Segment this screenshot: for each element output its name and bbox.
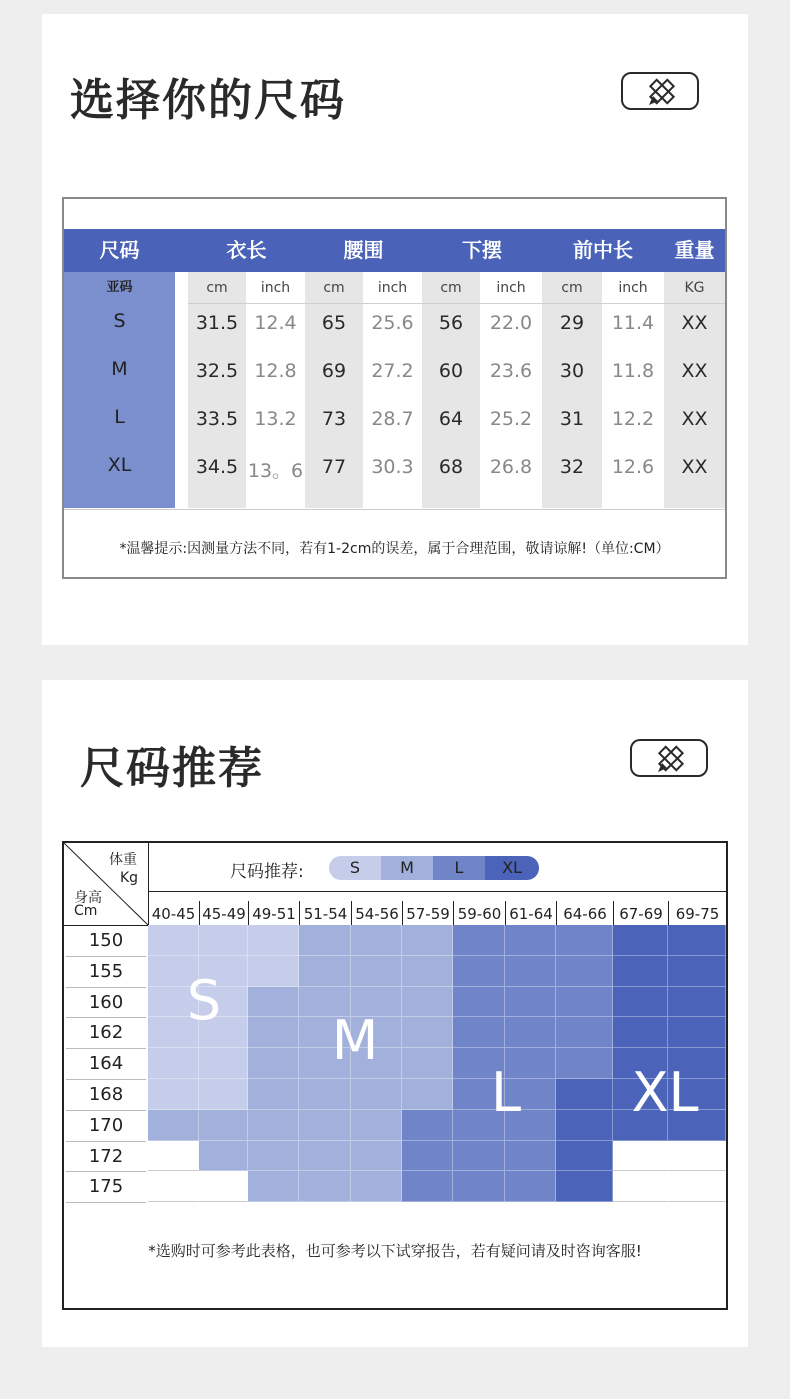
divider [66, 1202, 146, 1203]
grid-cell-m [351, 1171, 402, 1202]
header-front-length: 前中长 [573, 238, 633, 262]
size-value-cell: 23.6 [489, 360, 533, 382]
unit-label: inch [618, 280, 648, 296]
grid-cell-l [505, 1141, 556, 1172]
weight-range-header: 67-69 [613, 901, 668, 927]
grid-cell-m [351, 956, 402, 987]
grid-cell-m [148, 1110, 199, 1141]
grid-cell-m [248, 1110, 299, 1141]
size-table-header [64, 229, 725, 272]
grid-cell-m [248, 1048, 299, 1079]
grid-cell-l [556, 1048, 613, 1079]
grid-cell-l [505, 1017, 556, 1048]
grid-cell-l [505, 956, 556, 987]
grid-cell-m [299, 1079, 351, 1110]
grid-cell-m [248, 987, 299, 1018]
grid-cell-m [299, 956, 351, 987]
grid-cell-l [505, 925, 556, 956]
size-value-cell: 33.5 [195, 408, 239, 430]
grid-cell-m [248, 1017, 299, 1048]
grid-cell-xl [613, 925, 668, 956]
height-row-header: 170 [88, 1114, 124, 1136]
grid-cell-m [248, 1079, 299, 1110]
size-value-cell: 11.4 [611, 312, 655, 334]
grid-cell-s [248, 925, 299, 956]
grid-cell-l [453, 1017, 505, 1048]
size-value-cell: 34.5 [195, 456, 239, 478]
size-value-cell: 12.8 [254, 360, 297, 382]
grid-cell-m [402, 925, 453, 956]
weight-range-header: 64-66 [556, 901, 613, 927]
header-hem: 下摆 [462, 238, 502, 262]
page-title: 选择你的尺码 [70, 75, 346, 126]
size-value-cell: 12.2 [611, 408, 655, 430]
grid-cell-empty [148, 1171, 199, 1202]
size-value-cell: 28.7 [371, 408, 414, 430]
grid-cell-xl [668, 987, 726, 1018]
grid-cell-s [199, 1079, 248, 1110]
weight-range-header: 51-54 [299, 901, 351, 927]
header-weight: 重量 [674, 238, 715, 262]
grid-cell-m [299, 925, 351, 956]
size-value-cell: 30.3 [371, 456, 414, 478]
size-value-cell: 12.4 [254, 312, 297, 334]
grid-cell-l [556, 987, 613, 1018]
unit-label: inch [260, 280, 291, 296]
size-value-cell: 31.5 [195, 312, 239, 334]
grid-cell-m [402, 956, 453, 987]
grid-cell-m [402, 1017, 453, 1048]
size-value-cell: 60 [438, 360, 464, 382]
size-table [62, 197, 727, 579]
grid-cell-xl [613, 956, 668, 987]
height-row-header: 160 [88, 991, 124, 1013]
grid-cell-l [453, 1171, 505, 1202]
grid-cell-l [453, 987, 505, 1018]
corner-weight-unit: Kg [120, 870, 139, 886]
region-label: 亚码 [106, 280, 133, 295]
grid-cell-l [505, 1171, 556, 1202]
height-row-header: 164 [88, 1053, 124, 1075]
size-chart-card [42, 14, 748, 645]
grid-cell-s [148, 1048, 199, 1079]
size-value-cell: 22.0 [489, 312, 533, 334]
grid-cell-xl [556, 1079, 613, 1110]
size-value-cell: 32.5 [195, 360, 239, 382]
size-value-cell: XX [681, 312, 708, 334]
weight-range-header: 69-75 [668, 901, 726, 927]
size-value-cell: 68 [438, 456, 464, 478]
size-value-cell: 65 [321, 312, 347, 334]
size-value-cell: XX [681, 456, 708, 478]
header-size: 尺码 [99, 238, 140, 262]
unit-label: KG [684, 280, 705, 296]
unit-label: inch [377, 280, 408, 296]
size-value-cell: XX [681, 360, 708, 382]
height-row-header: 168 [88, 1084, 124, 1105]
grid-cell-empty [613, 1171, 668, 1202]
header-waist: 腰围 [343, 238, 384, 262]
corner-weight-label: 体重 [109, 852, 137, 868]
unit-label: cm [323, 280, 345, 296]
grid-cell-empty [148, 1141, 199, 1172]
size-value-cell: 26.8 [489, 456, 533, 478]
divider [66, 987, 146, 988]
grid-cell-s [148, 925, 199, 956]
legend-item-s: S [329, 856, 381, 880]
size-label-m: M [111, 358, 128, 380]
pencil-ruler-icon [621, 72, 699, 110]
legend-item-m: M [381, 856, 433, 880]
recommendation-table [62, 841, 728, 1310]
grid-cell-xl [613, 987, 668, 1018]
size-value-cell: 13.2 [254, 408, 297, 430]
size-label-l: L [114, 406, 125, 428]
grid-cell-m [351, 1079, 402, 1110]
weight-range-header: 57-59 [402, 901, 453, 927]
grid-cell-l [453, 956, 505, 987]
size-value-cell: 73 [321, 408, 347, 430]
size-label-xl: XL [107, 454, 132, 476]
unit-label: cm [440, 280, 462, 296]
grid-cell-m [248, 1141, 299, 1172]
size-label-s: S [113, 310, 126, 332]
grid-cell-m [248, 1171, 299, 1202]
pencil-ruler-icon [630, 739, 708, 777]
grid-cell-l [505, 987, 556, 1018]
section-title: 尺码推荐 [80, 743, 264, 794]
grid-cell-l [556, 956, 613, 987]
divider [188, 303, 725, 304]
grid-cell-xl [556, 1141, 613, 1172]
grid-cell-l [556, 925, 613, 956]
size-value-cell: 27.2 [371, 360, 414, 382]
divider [66, 1141, 146, 1142]
measurement-note: *温馨提示:因测量方法不同，若有1-2cm的误差，属于合理范围，敬请谅解!（单位:CM） [119, 541, 670, 557]
size-value-cell: 25.6 [371, 312, 414, 334]
weight-range-header: 45-49 [199, 901, 248, 927]
size-column [64, 272, 175, 508]
size-value-cell: 69 [321, 360, 347, 382]
grid-cell-m [299, 1110, 351, 1141]
grid-cell-m [402, 987, 453, 1018]
grid-cell-s [148, 1079, 199, 1110]
size-value-cell: 12.6 [611, 456, 655, 478]
unit-label: inch [496, 280, 526, 296]
divider [66, 1048, 146, 1049]
divider [64, 509, 725, 510]
size-recommendation-card [42, 680, 748, 1347]
size-value-cell: XX [681, 408, 708, 430]
weight-range-header: 49-51 [248, 901, 299, 927]
weight-range-header: 59-60 [453, 901, 505, 927]
recommendation-note: *选购时可参考此表格，也可参考以下试穿报告，若有疑问请及时咨询客服! [148, 1242, 642, 1260]
unit-label: cm [206, 280, 228, 296]
divider [66, 956, 146, 957]
grid-cell-m [351, 1110, 402, 1141]
unit-label: cm [561, 280, 583, 296]
size-value-cell: 32 [559, 456, 585, 478]
grid-cell-l [402, 1110, 453, 1141]
grid-cell-m [299, 1171, 351, 1202]
grid-cell-l [453, 925, 505, 956]
size-value-cell: 30 [559, 360, 585, 382]
grid-cell-m [402, 1048, 453, 1079]
header-length: 衣长 [226, 238, 267, 262]
grid-cell-l [556, 1017, 613, 1048]
grid-cell-empty [613, 1141, 668, 1172]
grid-cell-l [453, 1141, 505, 1172]
legend-label: 尺码推荐: [230, 862, 304, 882]
corner-height-label: 身高 [74, 890, 102, 906]
grid-cell-xl [668, 925, 726, 956]
grid-cell-m [199, 1141, 248, 1172]
divider [66, 1079, 146, 1080]
divider [66, 1171, 146, 1172]
grid-cell-s [248, 956, 299, 987]
grid-cell-empty [668, 1141, 726, 1172]
size-legend [329, 856, 539, 880]
divider [66, 1017, 146, 1018]
grid-cell-empty [668, 1171, 726, 1202]
size-value-cell: 77 [321, 456, 347, 478]
zone-label-xl: XL [631, 1061, 699, 1124]
height-row-header: 175 [88, 1176, 124, 1198]
grid-cell-l [402, 1141, 453, 1172]
height-row-header: 155 [88, 960, 124, 982]
grid-cell-m [402, 1079, 453, 1110]
grid-cell-empty [199, 1171, 248, 1202]
corner-height-unit: Cm [74, 903, 98, 919]
zone-label-s: S [186, 969, 222, 1032]
grid-cell-l [402, 1171, 453, 1202]
size-value-cell: 64 [438, 408, 464, 430]
height-row-header: 162 [88, 1022, 124, 1044]
grid-cell-m [199, 1110, 248, 1141]
weight-range-header: 54-56 [351, 901, 402, 927]
size-value-cell: 13。6 [247, 460, 304, 482]
zone-label-m: M [331, 1009, 379, 1072]
grid-cell-xl [613, 1017, 668, 1048]
grid-cell-xl [668, 956, 726, 987]
grid-cell-s [199, 1048, 248, 1079]
weight-range-header: 61-64 [505, 901, 556, 927]
legend-item-xl: XL [485, 856, 539, 880]
grid-cell-m [351, 925, 402, 956]
size-value-cell: 11.8 [611, 360, 655, 382]
grid-cell-m [351, 1141, 402, 1172]
grid-cell-xl [556, 1110, 613, 1141]
zone-label-l: L [490, 1061, 522, 1124]
grid-cell-xl [668, 1017, 726, 1048]
grid-cell-m [299, 1141, 351, 1172]
height-row-header: 150 [88, 930, 124, 951]
divider [148, 891, 726, 892]
size-value-cell: 56 [438, 312, 464, 334]
size-value-cell: 29 [559, 312, 585, 334]
grid-cell-xl [556, 1171, 613, 1202]
legend-item-l: L [433, 856, 485, 880]
grid-cell-s [199, 925, 248, 956]
size-value-cell: 25.2 [489, 408, 533, 430]
height-row-header: 172 [88, 1145, 124, 1167]
size-value-cell: 31 [559, 408, 585, 430]
divider [66, 1110, 146, 1111]
weight-range-header: 40-45 [151, 905, 196, 923]
